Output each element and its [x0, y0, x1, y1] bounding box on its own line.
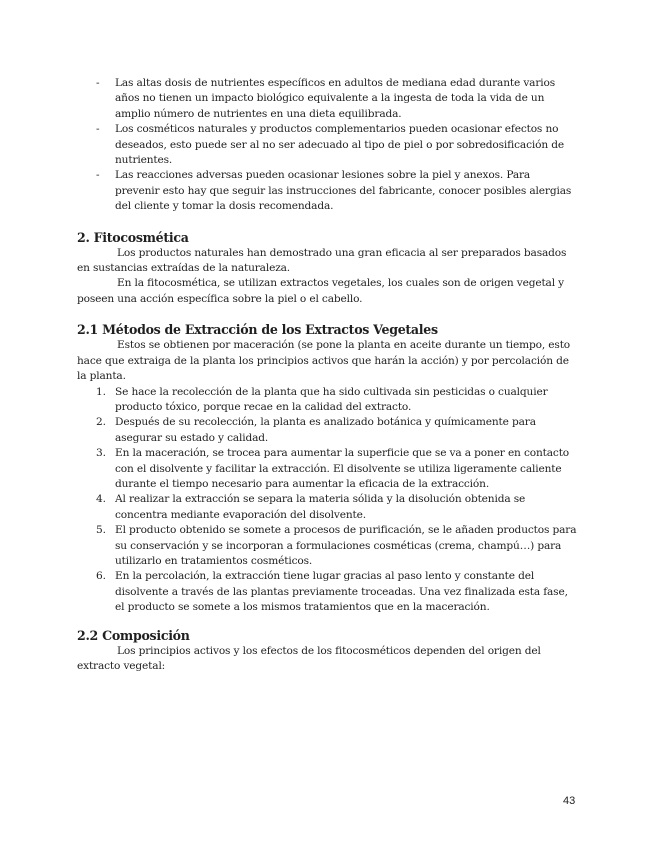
- list-item: [77, 446, 577, 492]
- list-item: [77, 385, 577, 416]
- intro-bullet-list: [77, 76, 577, 215]
- extraction-steps-list: [77, 385, 577, 616]
- list-item: [77, 492, 577, 523]
- list-item-text: Al realizar la extracción se separa la materia sólida y la disolución obtenida se concentra mediante evaporación del disolvente.: [115, 493, 526, 521]
- list-item: [77, 415, 577, 446]
- list-item-text: Se hace la recolección de la planta que ha sido cultivada sin pesticidas o cualquier producto tóxico, porque recae en la calidad del extracto.: [115, 385, 548, 413]
- list-marker: 6.: [96, 570, 106, 583]
- list-item-text: En la maceración, se trocea para aumentar la superficie que se va a poner en contacto con el disolvente y facilitar la extracción. El disolvente se utiliza ligeramente caliente durante el tiempo necesario para aumentar la eficacia de la extracción.: [115, 447, 570, 490]
- list-marker: 2.: [96, 416, 106, 429]
- paragraph: Estos se obtienen por maceración (se pone la planta en aceite durante un tiempo, esto hace que extraiga de la planta los principios activos que harán la acción) y por percolación de la planta.: [77, 339, 571, 383]
- list-item: - Los cosméticos naturales y productos complementarios pueden ocasionar efectos no deseados, esto puede ser al no ser adecuado al tipo de piel o por sobredosificación de nutrientes.: [77, 122, 577, 168]
- list-item: - Las reacciones adversas pueden ocasionar lesiones sobre la piel y anexos. Para prevenir esto hay que seguir las instrucciones del fabricante, conocer posibles alergias del cliente y tomar la dosis recomendada.: [77, 168, 577, 214]
- section-heading-composicion: 2.2 Composición: [77, 627, 190, 643]
- paragraph: Los principios activos y los efectos de los fitocosméticos dependen del origen del extracto vegetal:: [77, 644, 541, 672]
- list-item-text: Después de su recolección, la planta es analizado botánica y químicamente para asegurar su estado y calidad.: [115, 416, 536, 444]
- list-item: [77, 569, 577, 615]
- section-heading-fitocosmetica: 2. Fitocosmética: [77, 229, 189, 245]
- list-marker: 1.: [96, 385, 106, 398]
- list-marker: 5.: [96, 524, 106, 537]
- paragraph: En la fitocosmética, se utilizan extractos vegetales, los cuales son de origen vegetal y poseen una acción específica sobre la piel o el cabello.: [77, 277, 565, 305]
- page-content: [77, 76, 577, 674]
- list-marker: 3.: [96, 447, 106, 460]
- list-marker: 4.: [96, 493, 106, 506]
- list-item: - Las altas dosis de nutrientes específicos en adultos de mediana edad durante varios años no tienen un impacto biológico equivalente a la ingesta de toda la vida de un amplio número de nutrientes en una dieta equilibrada.: [77, 76, 577, 122]
- list-item: [77, 523, 577, 569]
- section-heading-metodos-extraccion: 2.1 Métodos de Extracción de los Extractos Vegetales: [77, 322, 438, 338]
- page-number: 43: [563, 795, 576, 807]
- list-item-text: El producto obtenido se somete a procesos de purificación, se le añaden productos para su conservación y se incorporan a formulaciones cosméticas (crema, champú…) para utilizarlo en tratamientos cosméticos.: [115, 524, 577, 567]
- list-item-text: En la percolación, la extracción tiene lugar gracias al paso lento y constante del disolvente a través de las plantas previamente troceadas. Una vez finalizada esta fase, el producto se somete a los mismos tratamientos que en la maceración.: [115, 570, 568, 614]
- paragraph: Los productos naturales han demostrado una gran eficacia al ser preparados basados en sustancias extraídas de la naturaleza.: [77, 246, 567, 275]
